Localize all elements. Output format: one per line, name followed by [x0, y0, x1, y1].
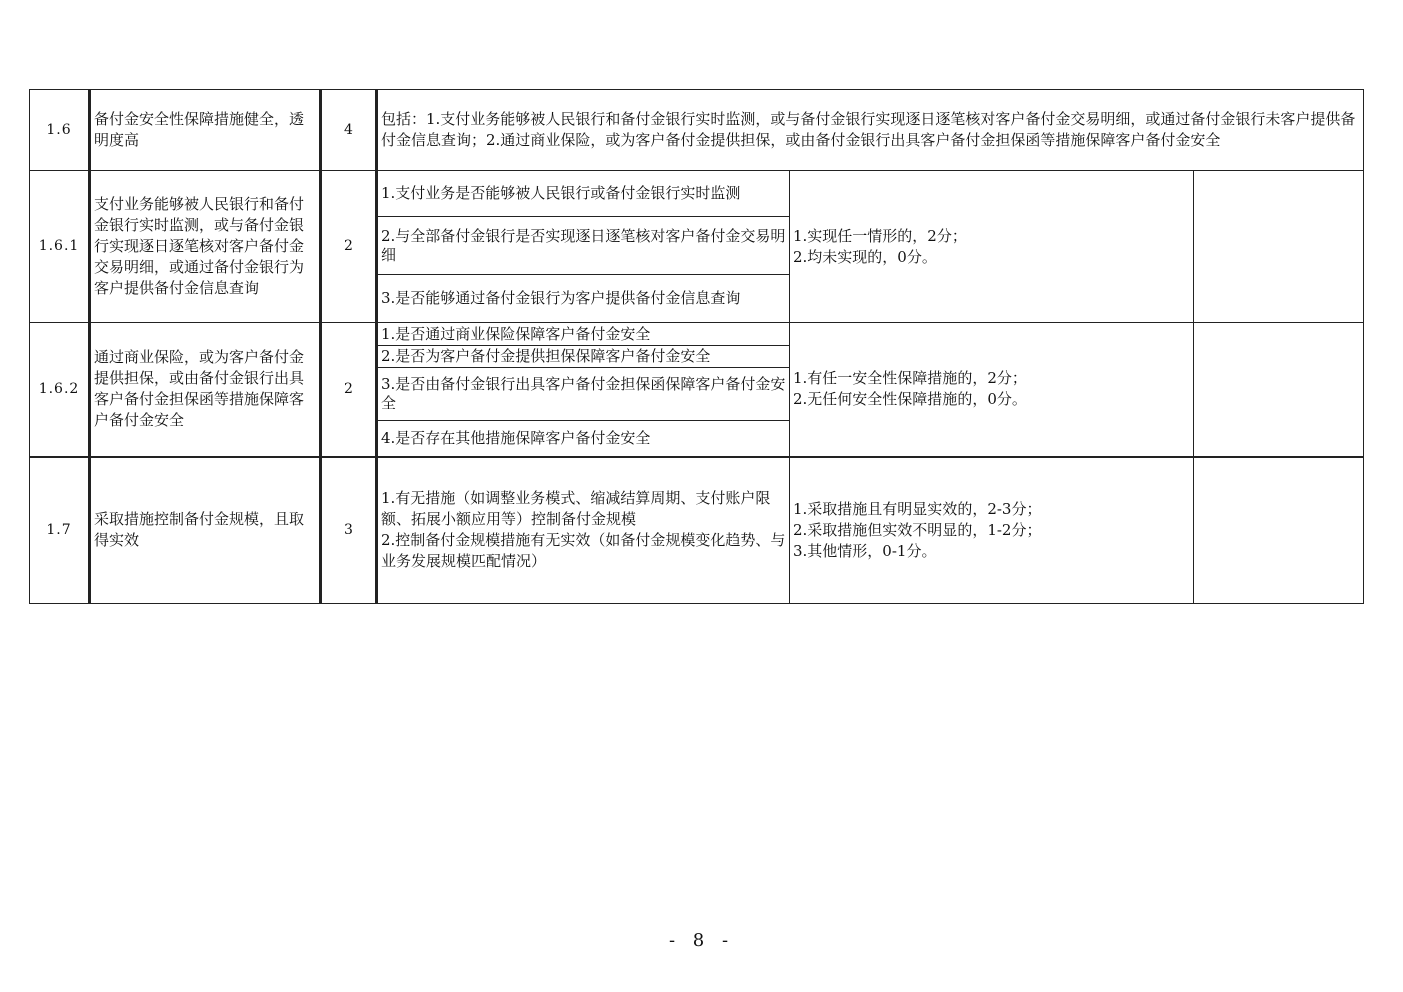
check-item: 2.控制备付金规模措施有无实效（如备付金规模变化趋势、与业务发展规模匹配情况） [381, 531, 786, 571]
row-index: 1.6.2 [30, 323, 90, 457]
scoring-rule: 2.均未实现的，0分。 [793, 247, 937, 266]
indicator-description: 包括：1.支付业务能够被人民银行和备付金银行实时监测，或与备付金银行实现逐日逐笔核对客户备付金交易明细，或通过备付金银行未客户提供备付金信息查询；2.通过商业保险，或为客户备付金提供担保，或由备付金银行出具客户备付金担保函等措施保障客户备付金安全 [377, 90, 1364, 171]
scoring-rule: 1.有任一安全性保障措施的，2分； [793, 369, 1027, 388]
check-item: 4.是否存在其他措施保障客户备付金安全 [381, 428, 651, 447]
table-row [30, 457, 1364, 604]
scoring-rule: 1.实现任一情形的，2分； [793, 226, 967, 245]
indicator-score: 2 [321, 323, 377, 457]
check-item: 1.有无措施（如调整业务模式、缩减结算周期、支付账户限额、拓展小额应用等）控制备付金规模 [381, 489, 771, 529]
scoring-rules [790, 171, 1194, 323]
row-index: 1.7 [30, 457, 90, 604]
scoring-rules [790, 457, 1194, 604]
check-items-list [378, 172, 789, 322]
scoring-rule: 1.采取措施且有明显实效的，2-3分； [793, 499, 1042, 518]
indicator-name: 采取措施控制备付金规模，且取得实效 [90, 457, 321, 604]
scoring-rule: 2.无任何安全性保障措施的，0分。 [793, 390, 1027, 409]
check-item: 2.是否为客户备付金提供担保保障客户备付金安全 [378, 345, 789, 367]
indicator-score: 4 [321, 90, 377, 171]
table-row [30, 90, 1364, 171]
indicator-name: 通过商业保险，或为客户备付金提供担保，或由备付金银行出具客户备付金担保函等措施保障客户备付金安全 [90, 323, 321, 457]
indicator-score: 2 [321, 171, 377, 323]
check-item: 1.支付业务是否能够被人民银行或备付金银行实时监测 [378, 172, 789, 217]
table-row [30, 323, 1364, 457]
remark-cell [1194, 323, 1364, 457]
check-items-list [378, 323, 789, 455]
scoring-rule: 2.采取措施但实效不明显的，1-2分； [793, 520, 1042, 539]
page-number: - 8 - [668, 930, 735, 951]
check-items [377, 457, 790, 604]
row-index: 1.6.1 [30, 171, 90, 323]
check-item: 3.是否由备付金银行出具客户备付金担保函保障客户备付金安全 [378, 367, 789, 420]
indicator-name: 支付业务能够被人民银行和备付金银行实时监测，或与备付金银行实现逐日逐笔核对客户备付金交易明细，或通过备付金银行为客户提供备付金信息查询 [90, 171, 321, 323]
remark-cell [1194, 171, 1364, 323]
indicator-name: 备付金安全性保障措施健全，透明度高 [90, 90, 321, 171]
scoring-rule: 3.其他情形，0-1分。 [793, 541, 937, 560]
indicator-score: 3 [321, 457, 377, 604]
remark-cell [1194, 457, 1364, 604]
check-item: 2.与全部备付金银行是否实现逐日逐笔核对客户备付金交易明细 [378, 217, 789, 275]
check-items [377, 323, 790, 457]
table-row [30, 171, 1364, 323]
check-items [377, 171, 790, 323]
check-item: 1.是否通过商业保险保障客户备付金安全 [378, 323, 789, 345]
evaluation-table [29, 89, 1364, 604]
scoring-rules [790, 323, 1194, 457]
row-index: 1.6 [30, 90, 90, 171]
check-item: 3.是否能够通过备付金银行为客户提供备付金信息查询 [381, 288, 741, 307]
